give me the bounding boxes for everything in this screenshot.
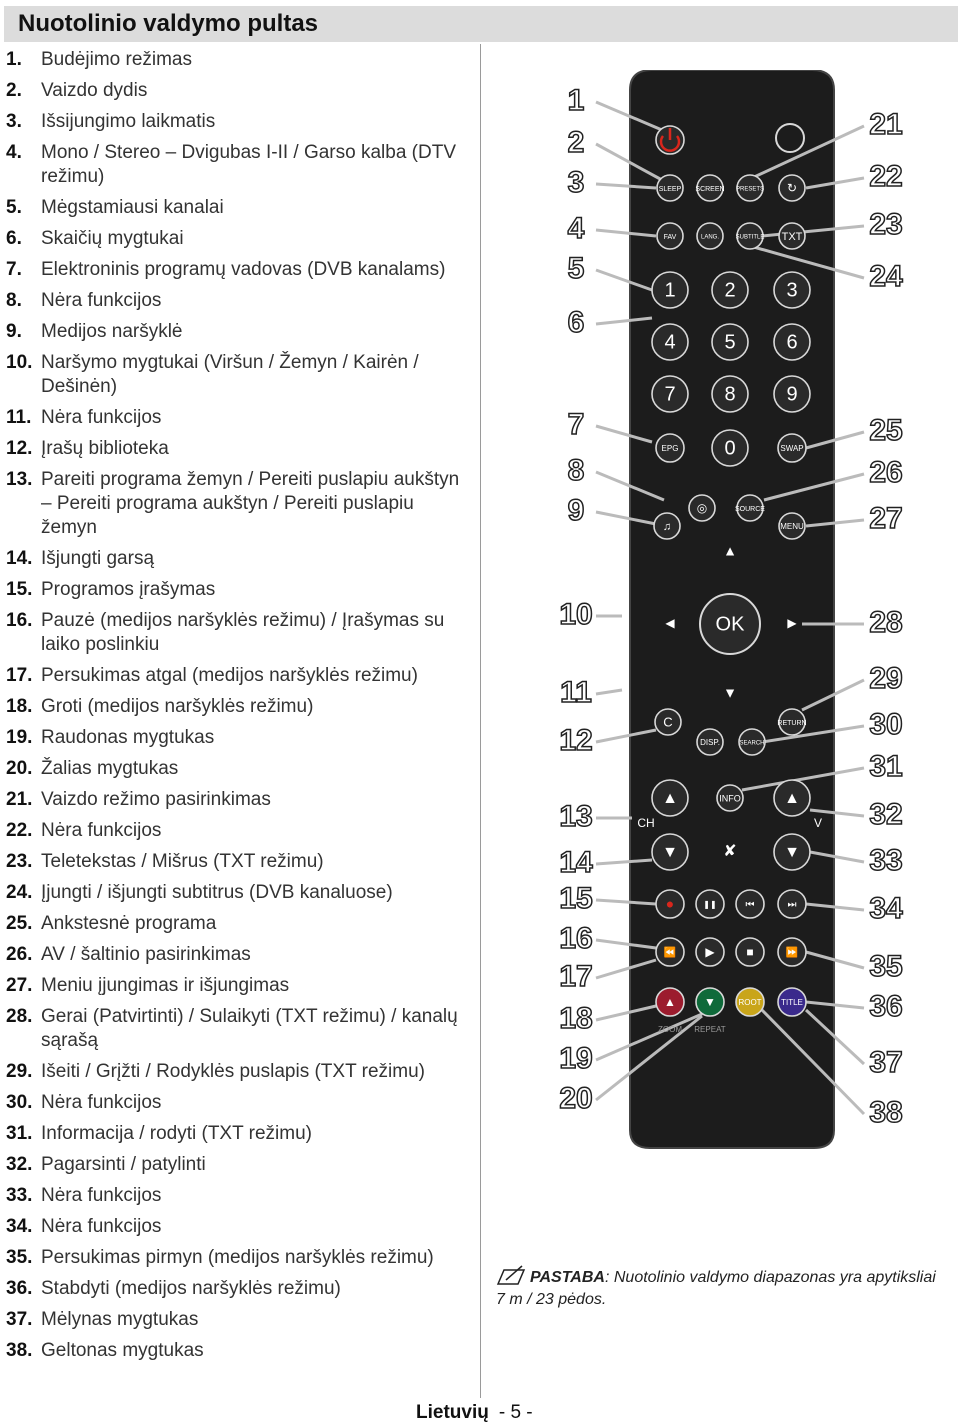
callout-24: 24 — [869, 259, 903, 293]
callout-16: 16 — [559, 921, 593, 955]
pause-button-label: ❚❚ — [703, 900, 717, 910]
page-footer — [416, 1402, 533, 1424]
list-item — [6, 664, 466, 688]
item-text: Geltonas mygtukas — [41, 1340, 204, 1361]
ch-down-button-label: ▼ — [662, 844, 678, 862]
item-number: 18. — [6, 696, 33, 717]
ch-up-button-label: ▲ — [662, 790, 678, 808]
item-text: Nėra funkcijos — [41, 820, 162, 841]
list-item — [6, 881, 466, 905]
item-text: Nėra funkcijos — [41, 1092, 162, 1113]
library-button-label: ♫ — [662, 520, 672, 533]
item-number: 35. — [6, 1247, 33, 1268]
page-title: Nuotolinio valdymo pultas — [18, 10, 319, 37]
item-text: Teletekstas / Mišrus (TXT režimu) — [41, 851, 324, 872]
list-item — [6, 141, 466, 189]
list-item — [6, 258, 466, 282]
button-function-list — [6, 48, 466, 1370]
media-browser-button-label: ◎ — [696, 501, 708, 516]
epg-button-label: EPG — [661, 444, 679, 454]
lang-button-label: LANG. — [700, 234, 720, 241]
item-text: Elektroninis programų vadovas (DVB kanalams) — [41, 259, 446, 280]
item-number: 26. — [6, 944, 33, 965]
callout-9: 9 — [567, 493, 585, 527]
item-number: 19. — [6, 727, 33, 748]
v-label: V — [813, 816, 823, 831]
list-item — [6, 1215, 466, 1239]
item-text: Vaizdo režimo pasirinkimas — [41, 789, 271, 810]
callout-5: 5 — [567, 251, 585, 285]
item-number: 21. — [6, 789, 33, 810]
digit-4-button-label: 4 — [664, 331, 676, 354]
callout-22: 22 — [869, 159, 903, 193]
item-number: 5. — [6, 197, 22, 218]
item-number: 23. — [6, 851, 33, 872]
note-pencil-icon — [496, 1264, 530, 1286]
callout-20: 20 — [559, 1081, 593, 1115]
list-item — [6, 547, 466, 571]
item-number: 32. — [6, 1154, 33, 1175]
nav-up-icon: ▲ — [723, 542, 737, 559]
list-item — [6, 468, 466, 540]
item-text: Programos įrašymas — [41, 579, 216, 600]
callout-2: 2 — [567, 125, 585, 159]
list-item — [6, 1153, 466, 1177]
return-button-label: RETURN — [777, 719, 807, 727]
info-button-label: INFO — [719, 793, 741, 804]
digit-5-button-label: 5 — [724, 331, 736, 354]
ok-label: OK — [715, 613, 745, 636]
callout-17: 17 — [559, 959, 593, 993]
callout-34: 34 — [869, 891, 903, 925]
menu-button-label: MENU — [780, 522, 804, 532]
callout-21: 21 — [869, 107, 903, 141]
screen-button-label: SCREEN — [695, 185, 725, 193]
item-text: Skaičių mygtukai — [41, 228, 184, 249]
item-number: 24. — [6, 882, 33, 903]
list-item — [6, 578, 466, 602]
item-text: Nėra funkcijos — [41, 1216, 162, 1237]
callout-1: 1 — [567, 83, 585, 117]
callout-23: 23 — [869, 207, 903, 241]
callout-14: 14 — [559, 845, 593, 879]
swap-button-label: SWAP — [780, 444, 804, 454]
red-button-label: ▲ — [664, 995, 676, 1010]
callout-35: 35 — [869, 949, 903, 983]
presets-button-label: PRESETS — [735, 186, 765, 193]
nav-down-icon: ▼ — [723, 684, 737, 701]
item-text: Išsijungimo laikmatis — [41, 111, 216, 132]
range-note — [496, 1264, 936, 1311]
leader-line — [596, 690, 622, 694]
yellow-button-label: ROOT — [738, 998, 762, 1008]
list-item — [6, 1246, 466, 1270]
digit-3-button-label: 3 — [786, 279, 798, 302]
item-text: Groti (medijos naršyklės režimu) — [41, 696, 314, 717]
subtitle-button-label: SUBTITLE — [735, 234, 765, 241]
list-item — [6, 351, 466, 399]
forward-button-label: ⏩ — [785, 947, 799, 959]
list-item — [6, 1308, 466, 1332]
item-text: Pauzė (medijos naršyklės režimu) / Įrašymas su laiko poslinkiu — [41, 610, 445, 655]
list-item — [6, 912, 466, 936]
txt-button-label: TXT — [781, 230, 803, 243]
list-item — [6, 1277, 466, 1301]
item-number: 27. — [6, 975, 33, 996]
item-number: 9. — [6, 321, 22, 342]
page-header — [4, 6, 958, 42]
callout-28: 28 — [869, 605, 903, 639]
list-item — [6, 1005, 466, 1053]
list-item — [6, 110, 466, 134]
callout-7: 7 — [567, 407, 585, 441]
list-item — [6, 609, 466, 657]
list-item — [6, 850, 466, 874]
vol-up-button-label: ▲ — [784, 790, 800, 808]
ir-window — [776, 124, 804, 152]
callout-37: 37 — [869, 1045, 903, 1079]
item-text: Stabdyti (medijos naršyklės režimu) — [41, 1278, 341, 1299]
fav-button-label: FAV — [663, 233, 677, 241]
vol-down-button-label: ▼ — [784, 844, 800, 862]
footer-language: Lietuvių — [416, 1402, 489, 1423]
note-label: PASTABA — [530, 1269, 605, 1286]
callout-27: 27 — [869, 501, 903, 535]
source-button-label: SOURCE — [735, 505, 765, 513]
disp-button-label: DISP. — [700, 738, 720, 748]
item-number: 2. — [6, 80, 22, 101]
item-text: Nėra funkcijos — [41, 290, 162, 311]
item-number: 15. — [6, 579, 33, 600]
stop-button-label: ■ — [746, 945, 754, 960]
prev-button-label: ⏮ — [745, 899, 755, 911]
item-text: Gerai (Patvirtinti) / Sulaikyti (TXT režimu) / kanalų sąrašą — [41, 1006, 458, 1051]
callout-8: 8 — [567, 453, 585, 487]
callout-25: 25 — [869, 413, 903, 447]
item-text: Naršymo mygtukai (Viršun / Žemyn / Kairėn / Dešinėn) — [41, 352, 419, 397]
callout-15: 15 — [559, 881, 593, 915]
item-text: Mėgstamiausi kanalai — [41, 197, 224, 218]
ch-label: CH — [637, 816, 655, 831]
item-text: Ankstesnė programa — [41, 913, 217, 934]
item-text: Įrašų biblioteka — [41, 438, 169, 459]
item-number: 33. — [6, 1185, 33, 1206]
mute-icon: ✘ — [723, 843, 737, 861]
callout-6: 6 — [567, 305, 585, 339]
callout-19: 19 — [559, 1041, 593, 1075]
item-number: 10. — [6, 352, 33, 373]
callout-10: 10 — [559, 597, 593, 631]
callout-13: 13 — [559, 799, 593, 833]
list-item — [6, 227, 466, 251]
item-number: 1. — [6, 49, 22, 70]
item-number: 17. — [6, 665, 33, 686]
nav-left-icon: ◀ — [665, 616, 675, 631]
item-number: 13. — [6, 469, 33, 490]
item-text: Mono / Stereo – Dvigubas I-II / Garso kalba (DTV režimu) — [41, 142, 457, 187]
item-text: Persukimas atgal (medijos naršyklės režimu) — [41, 665, 418, 686]
item-number: 11. — [6, 407, 32, 428]
blue-button-label: TITLE — [781, 998, 803, 1008]
item-number: 38. — [6, 1340, 33, 1361]
list-item — [6, 196, 466, 220]
item-number: 28. — [6, 1006, 33, 1027]
list-item — [6, 974, 466, 998]
item-number: 12. — [6, 438, 33, 459]
item-number: 7. — [6, 259, 22, 280]
list-item — [6, 788, 466, 812]
callout-4: 4 — [567, 211, 585, 245]
item-number: 25. — [6, 913, 33, 934]
list-item — [6, 320, 466, 344]
item-text: Vaizdo dydis — [41, 80, 148, 101]
digit-2-button-label: 2 — [724, 279, 736, 302]
item-number: 16. — [6, 610, 33, 631]
digit-1-button-label: 1 — [664, 279, 676, 302]
digit-6-button-label: 6 — [786, 331, 798, 354]
item-text: Nėra funkcijos — [41, 407, 162, 428]
list-item — [6, 289, 466, 313]
zoom-label: ZOOM — [658, 1025, 682, 1035]
item-number: 37. — [6, 1309, 33, 1330]
item-text: Pagarsinti / patylinti — [41, 1154, 206, 1175]
item-number: 30. — [6, 1092, 33, 1113]
callout-30: 30 — [869, 707, 903, 741]
digit-8-button-label: 8 — [724, 383, 736, 406]
callout-11: 11 — [560, 675, 592, 709]
item-text: Žalias mygtukas — [41, 758, 179, 779]
item-text: Išeiti / Grįžti / Rodyklės puslapis (TXT režimu) — [41, 1061, 425, 1082]
rewind-button-label: ⏪ — [663, 947, 677, 959]
item-number: 8. — [6, 290, 22, 311]
item-number: 4. — [6, 142, 22, 163]
green-button-label: ▼ — [704, 995, 716, 1010]
remote-illustration — [552, 70, 952, 1155]
c-button-label: C — [663, 714, 673, 730]
list-item — [6, 1060, 466, 1084]
callout-3: 3 — [567, 165, 585, 199]
item-text: Meniu įjungimas ir išjungimas — [41, 975, 290, 996]
item-number: 36. — [6, 1278, 33, 1299]
page-number: - 5 - — [498, 1402, 533, 1423]
list-item — [6, 437, 466, 461]
item-number: 22. — [6, 820, 33, 841]
list-item — [6, 819, 466, 843]
mono-stereo-button-label: ↻ — [786, 181, 798, 196]
callout-33: 33 — [869, 843, 903, 877]
item-number: 20. — [6, 758, 33, 779]
callout-32: 32 — [869, 797, 903, 831]
digit-7-button-label: 7 — [664, 383, 676, 406]
item-text: AV / šaltinio pasirinkimas — [41, 944, 251, 965]
item-text: Informacija / rodyti (TXT režimu) — [41, 1123, 312, 1144]
item-text: Įjungti / išjungti subtitrus (DVB kanaluose) — [41, 882, 393, 903]
note-text: : Nuotolinio valdymo diapazonas yra apytiksliai 7 m / 23 pėdos. — [496, 1269, 936, 1308]
digit-9-button-label: 9 — [786, 383, 798, 406]
item-number: 6. — [6, 228, 22, 249]
item-number: 29. — [6, 1061, 33, 1082]
next-button-label: ⏭ — [787, 899, 797, 911]
item-text: Budėjimo režimas — [41, 49, 192, 70]
list-item — [6, 695, 466, 719]
digit-0-button-label: 0 — [724, 437, 736, 460]
item-text: Pareiti programa žemyn / Pereiti puslapiu aukštyn – Pereiti programa aukštyn / Pereiti puslapiu žemyn — [41, 469, 460, 538]
callout-31: 31 — [869, 749, 903, 783]
list-item — [6, 1339, 466, 1363]
list-item — [6, 757, 466, 781]
item-number: 34. — [6, 1216, 33, 1237]
list-item — [6, 1091, 466, 1115]
item-text: Medijos naršyklė — [41, 321, 183, 342]
item-number: 3. — [6, 111, 22, 132]
remote-svg — [552, 70, 952, 1150]
list-item — [6, 726, 466, 750]
repeat-label: REPEAT — [694, 1025, 726, 1035]
callout-29: 29 — [869, 661, 903, 695]
item-text: Nėra funkcijos — [41, 1185, 162, 1206]
item-text: Išjungti garsą — [41, 548, 155, 569]
list-item — [6, 406, 466, 430]
callout-38: 38 — [869, 1095, 903, 1129]
column-divider — [480, 44, 481, 1398]
item-number: 14. — [6, 548, 33, 569]
list-item — [6, 943, 466, 967]
callout-18: 18 — [559, 1001, 593, 1035]
list-item — [6, 79, 466, 103]
list-item — [6, 48, 466, 72]
nav-right-icon: ▶ — [787, 616, 797, 631]
record-button-label: ● — [665, 895, 675, 912]
item-text: Persukimas pirmyn (medijos naršyklės režimu) — [41, 1247, 434, 1268]
play-button-label: ▶ — [705, 945, 715, 960]
sleep-button-label: SLEEP — [658, 185, 682, 193]
list-item — [6, 1184, 466, 1208]
callout-12: 12 — [559, 723, 593, 757]
search-mode-button-label: SEARCH — [739, 740, 765, 747]
item-text: Mėlynas mygtukas — [41, 1309, 199, 1330]
list-item — [6, 1122, 466, 1146]
item-text: Raudonas mygtukas — [41, 727, 215, 748]
item-number: 31. — [6, 1123, 33, 1144]
callout-36: 36 — [869, 989, 903, 1023]
callout-26: 26 — [869, 455, 903, 489]
